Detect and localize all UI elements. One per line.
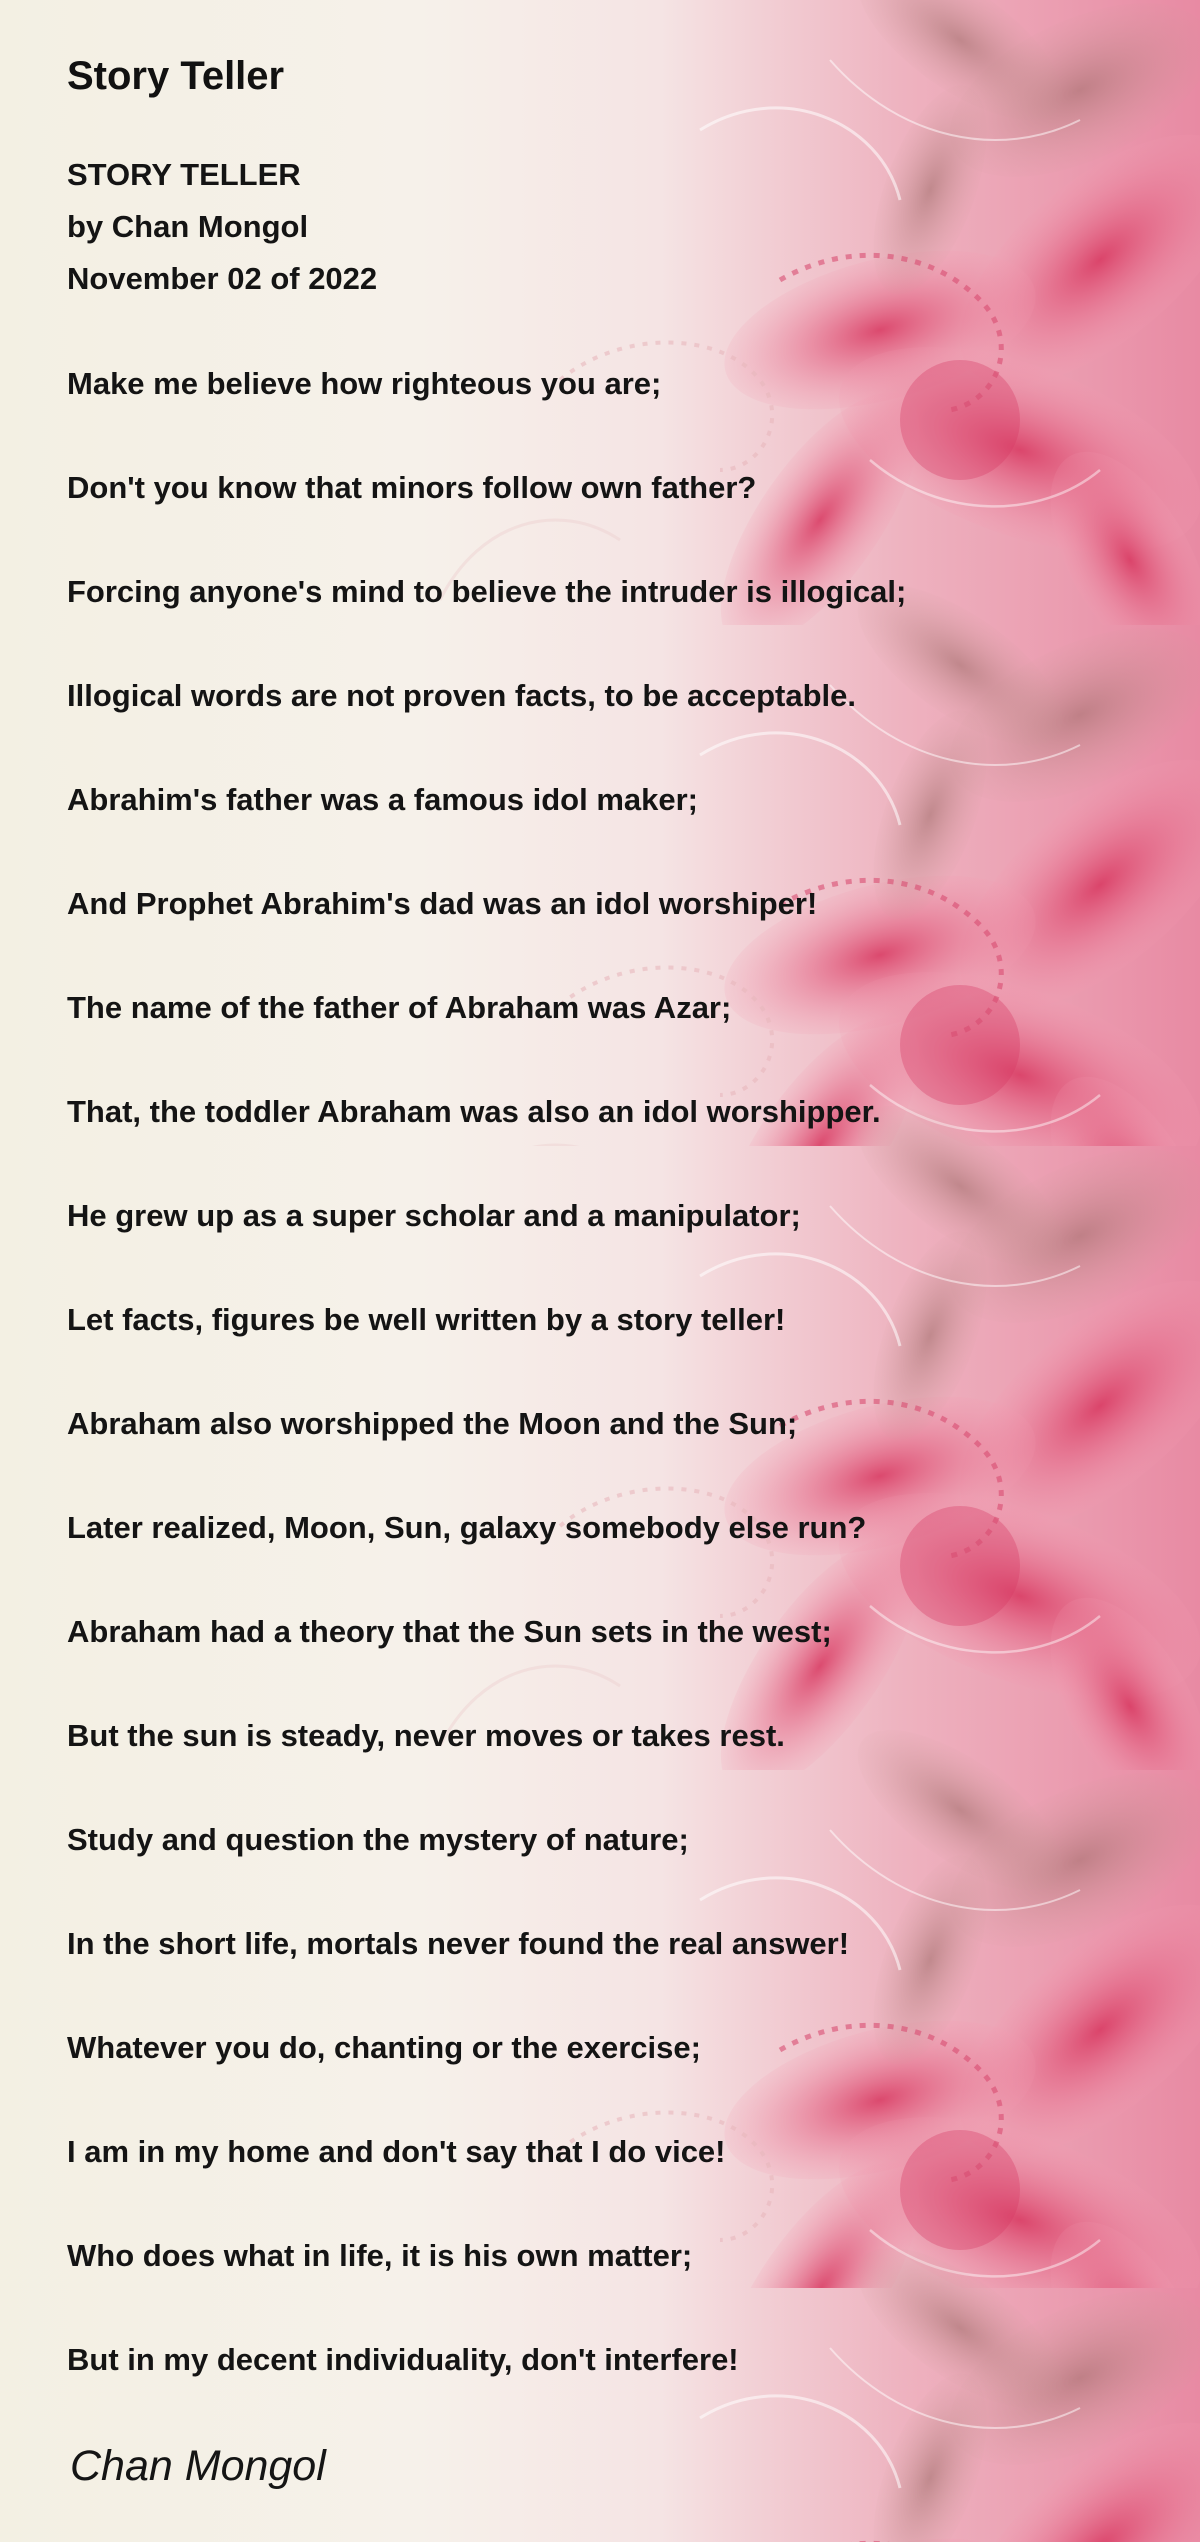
poem-line: Forcing anyone's mind to believe the intruder is illogical; xyxy=(67,574,907,609)
author-signature: Chan Mongol xyxy=(70,2442,326,2490)
poem-line: I am in my home and don't say that I do vice! xyxy=(67,2134,726,2169)
poem-line: He grew up as a super scholar and a manipulator; xyxy=(67,1198,801,1233)
poem-line: The name of the father of Abraham was Azar; xyxy=(67,990,732,1025)
poem-line: Later realized, Moon, Sun, galaxy somebody else run? xyxy=(67,1510,867,1545)
poem-line: Whatever you do, chanting or the exercise; xyxy=(67,2030,701,2065)
poem-byline: by Chan Mongol xyxy=(67,209,309,244)
poem-line: But the sun is steady, never moves or takes rest. xyxy=(67,1718,785,1753)
poem-line: Illogical words are not proven facts, to be acceptable. xyxy=(67,678,856,713)
poem-line: Let facts, figures be well written by a story teller! xyxy=(67,1302,786,1337)
page-title: Story Teller xyxy=(67,54,285,98)
poem-date: November 02 of 2022 xyxy=(67,261,378,296)
poem-heading: STORY TELLER xyxy=(67,157,301,192)
poem-line: Abrahim's father was a famous idol maker; xyxy=(67,782,699,817)
poem-line: Don't you know that minors follow own father? xyxy=(67,470,757,505)
poem-line: In the short life, mortals never found the real answer! xyxy=(67,1926,850,1961)
poem-line: And Prophet Abrahim's dad was an idol worshiper! xyxy=(67,886,818,921)
poem-line: Abraham had a theory that the Sun sets in the west; xyxy=(67,1614,832,1649)
poem-line: Study and question the mystery of nature; xyxy=(67,1822,689,1857)
poem-line: But in my decent individuality, don't interfere! xyxy=(67,2342,739,2377)
poem-line: Abraham also worshipped the Moon and the Sun; xyxy=(67,1406,798,1441)
poem-line: Who does what in life, it is his own matter; xyxy=(67,2238,693,2273)
poem-line: Make me believe how righteous you are; xyxy=(67,366,662,401)
poem-line: That, the toddler Abraham was also an idol worshipper. xyxy=(67,1094,881,1129)
